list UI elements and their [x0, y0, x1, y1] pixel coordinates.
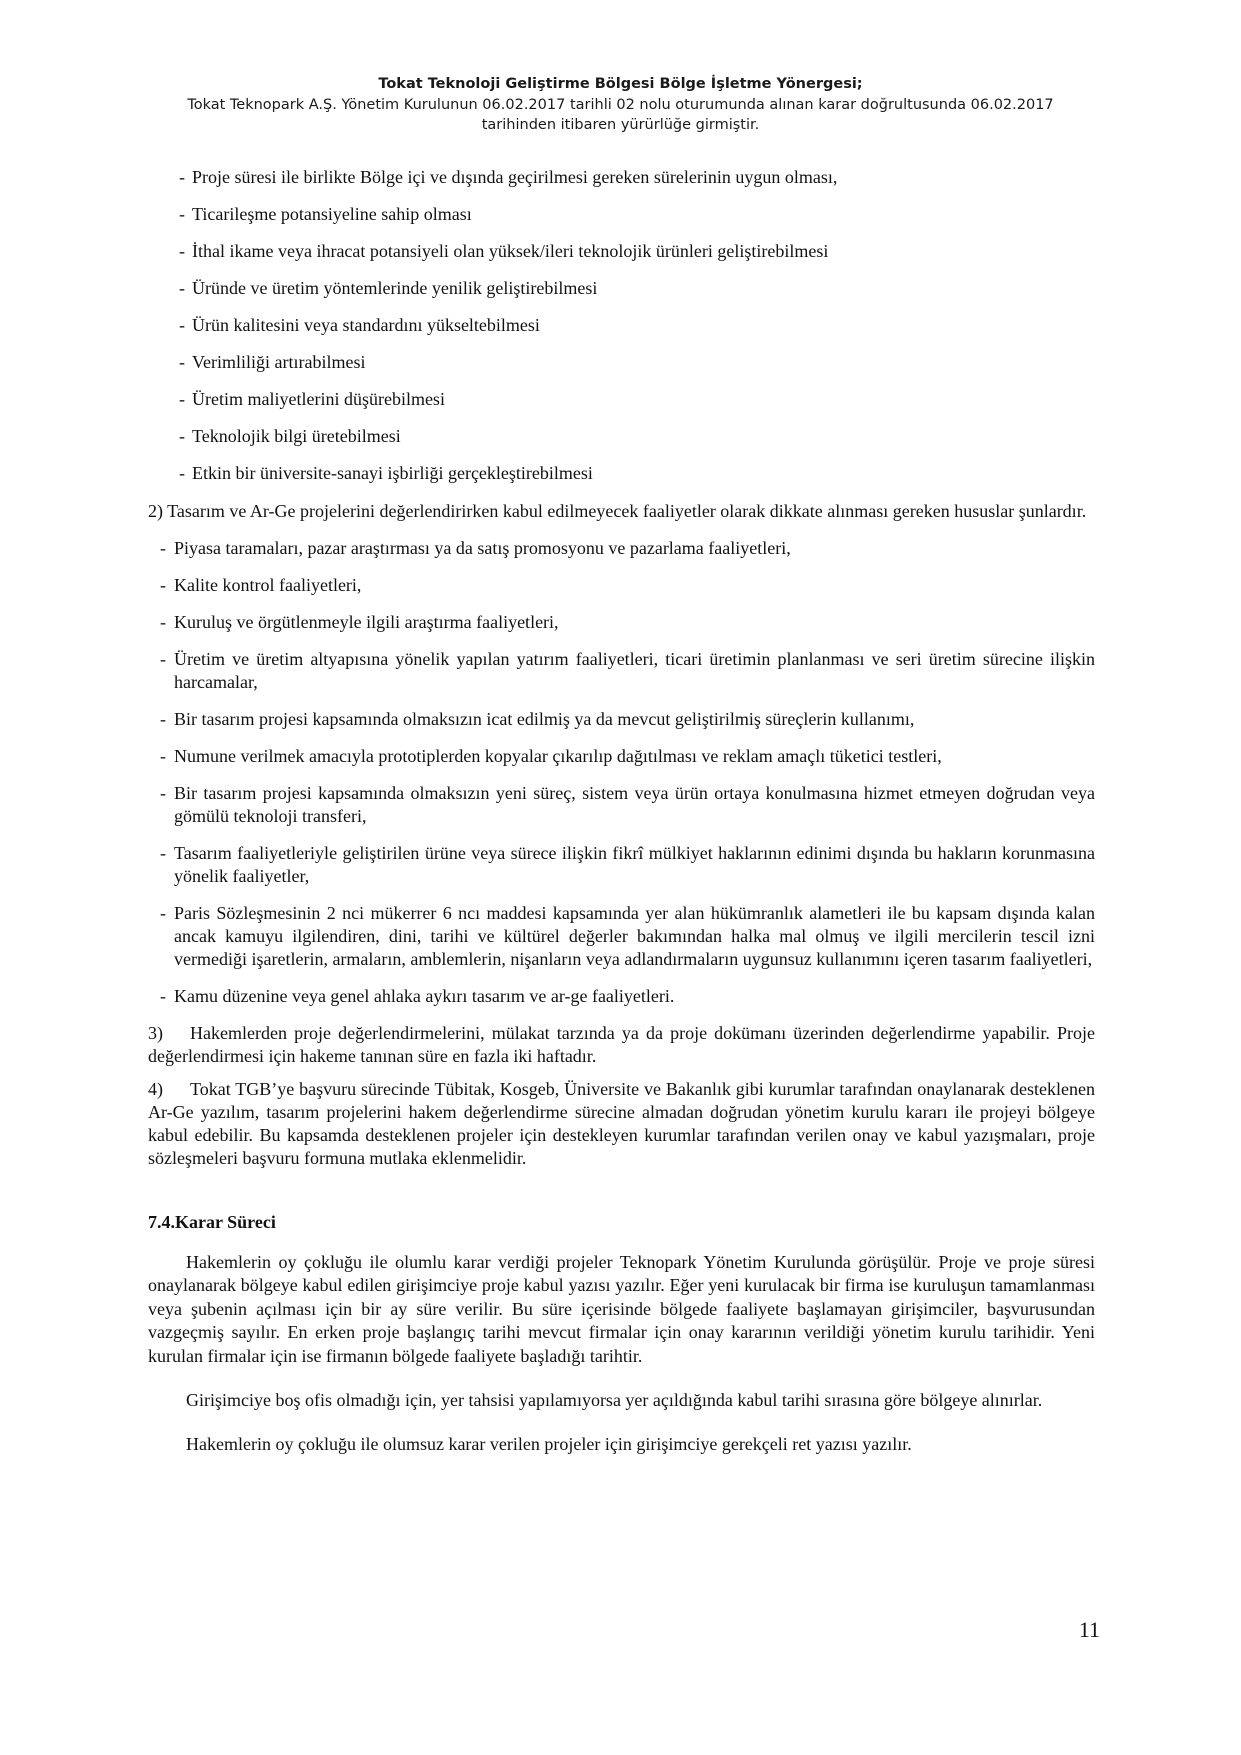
document-body [148, 166, 1095, 1457]
paragraph-2: 2) Tasarım ve Ar-Ge projelerini değerlendirirken kabul edilmeyecek faaliyetler olarak dikkate alınması gereken hususlar şunlardır. [148, 501, 1087, 521]
section-paragraph: Hakemlerin oy çokluğu ile olumlu karar verdiği projeler Teknopark Yönetim Kurulunda görüşülür. Proje ve proje süresi onaylanarak bölgeye kabul edilen girişimciye proje kabul yazısı yazılır. Eğer yeni kurulacak bir firma ise kuruluşun tamamlanması veya şubenin açılması için bir ay süre verilir. Bu süre içerisinde bölgede faaliyete başlamayan girişimciler, başvurusundan vazgeçmiş sayılır. En erken proje başlangıç tarihi mevcut firmalar için onay kararının verildiği yönetim kurulu tarihidir. Yeni kurulan firmalar için ise firmanın bölgede faaliyete başladığı tarihtir. [148, 1252, 1095, 1366]
list-item: - Piyasa taramaları, pazar araştırması ya da satış promosyonu ve pazarlama faaliyetleri, [148, 537, 1095, 560]
evaluation-criteria-list [148, 166, 1095, 499]
header-effective-line: tarihinden itibaren yürürlüğe girmiştir. [481, 117, 760, 133]
excluded-activities-list [148, 537, 1095, 1008]
list-item: - Üretim ve üretim altyapısına yönelik yapılan yatırım faaliyetleri, ticari üretimin planlanması ve seri üretim sürecine ilişkin harcamalar, [148, 648, 1095, 694]
list-item: - Üretim maliyetlerini düşürebilmesi [148, 388, 1095, 425]
list-item: - İthal ikame veya ihracat potansiyeli olan yüksek/ileri teknolojik ürünleri geliştirebilmesi [148, 240, 1095, 277]
list-item: - Etkin bir üniversite-sanayi işbirliği gerçekleştirebilmesi [148, 462, 1095, 499]
list-item: - Verimliliği artırabilmesi [148, 351, 1095, 388]
paragraph-text: Hakemlerden proje değerlendirmelerini, mülakat tarzında ya da proje dokümanı üzerinden değerlendirme yapabilir. Proje değerlendirmesi için hakeme tanınan süre en fazla iki haftadır. [148, 1023, 1095, 1066]
list-item: - Numune verilmek amacıyla prototiplerden kopyalar çıkarılıp dağıtılması ve reklam amaçlı tüketici testleri, [148, 745, 1095, 768]
section-paragraph: Hakemlerin oy çokluğu ile olumsuz karar verilen projeler için girişimciye gerekçeli ret yazısı yazılır. [186, 1434, 912, 1455]
section-paragraph: Girişimciye boş ofis olmadığı için, yer tahsisi yapılamıyorsa yer açıldığında kabul tarihi sırasına göre bölgeye alınırlar. [186, 1390, 1043, 1411]
document-header [130, 74, 1111, 136]
list-item: - Kuruluş ve örgütlenmeyle ilgili araştırma faaliyetleri, [148, 611, 1095, 634]
paragraph-3 [148, 1022, 1095, 1068]
list-item: - Kalite kontrol faaliyetleri, [148, 574, 1095, 597]
paragraph-text: Tokat TGB’ye başvuru sürecinde Tübitak, Kosgeb, Üniversite ve Bakanlık gibi kurumlar tarafından onaylanarak desteklenen Ar-Ge yazılım, tasarım projelerini hakem değerlendirme sürecine almadan doğrudan yönetim kurulu kararı ile projeyi bölgeye kabul edebilir. Bu kapsamda desteklenen projeler için destekleyen kurumlar tarafından verilen onay ve kabul yazışmaları, proje sözleşmeleri başvuru formuna mutlaka eklenmelidir. [148, 1079, 1095, 1168]
list-item: - Kamu düzenine veya genel ahlaka aykırı tasarım ve ar-ge faaliyetleri. [148, 985, 1095, 1008]
list-item: - Ticarileşme potansiyeline sahip olması [148, 203, 1095, 240]
paragraph-4 [148, 1078, 1095, 1170]
list-item: - Paris Sözleşmesinin 2 nci mükerrer 6 ncı maddesi kapsamında yer alan hükümranlık alametleri ile bu kapsam dışında kalan ancak kamuyu ilgilendiren, dini, tarihi ve kültürel değerler bakımından halka mal olmuş ve ilgili mercilerin tescil izni vermediği işaretlerin, armaların, amblemlerin, nişanların veya adlandırmaların uygunsuz kullanımını içeren tasarım faaliyetleri, [148, 902, 1095, 971]
list-item: - Teknolojik bilgi üretebilmesi [148, 425, 1095, 462]
section-heading: 7.4.Karar Süreci [148, 1212, 276, 1232]
page-number: 11 [1078, 1617, 1100, 1642]
list-item: - Proje süresi ile birlikte Bölge içi ve dışında geçirilmesi gereken sürelerinin uygun olması, [148, 166, 1095, 203]
header-approval-line: Tokat Teknopark A.Ş. Yönetim Kurulunun 06.02.2017 tarihli 02 nolu oturumunda alınan karar doğrultusunda 06.02.2017 [187, 96, 1054, 113]
paragraph-number: 4) [148, 1079, 163, 1099]
list-item: - Üründe ve üretim yöntemlerinde yenilik geliştirebilmesi [148, 277, 1095, 314]
paragraph-number: 3) [148, 1023, 163, 1043]
list-item: - Bir tasarım projesi kapsamında olmaksızın icat edilmiş ya da mevcut geliştirilmiş süreçlerin kullanımı, [148, 708, 1095, 731]
list-item: - Tasarım faaliyetleriyle geliştirilen ürüne veya sürece ilişkin fikrî mülkiyet haklarının edinimi dışında bu hakların korunmasına yönelik faaliyetler, [148, 842, 1095, 888]
list-item: - Ürün kalitesini veya standardını yükseltebilmesi [148, 314, 1095, 351]
header-title: Tokat Teknoloji Geliştirme Bölgesi Bölge İşletme Yönergesi; [378, 76, 863, 92]
list-item: - Bir tasarım projesi kapsamında olmaksızın yeni süreç, sistem veya ürün ortaya konulmasına hizmet etmeyen doğrudan veya gömülü teknoloji transferi, [148, 782, 1095, 828]
